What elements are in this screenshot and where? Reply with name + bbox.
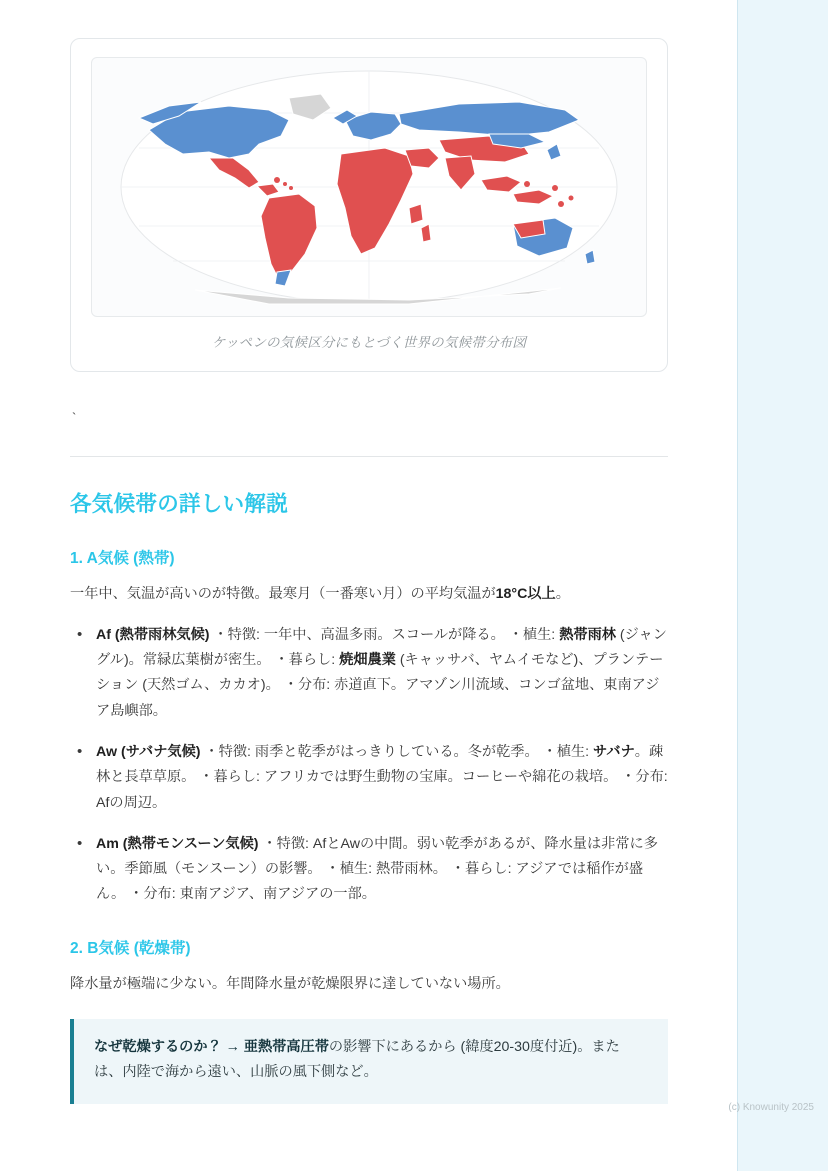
callout-text: の影響下にあるから (緯度20-30度付近)。または、内陸で海から遠い、山脈の風下側など。 [94, 1038, 620, 1081]
item-term: Am (熱帯モンスーン気候) [96, 835, 259, 852]
item-text-2: 。疎林と長草草原。 ・暮らし: アフリカでは野生動物の宝庫。コーヒーや綿花の栽培。 ・分布: Afの周辺。 [96, 743, 668, 811]
callout-question: なぜ乾燥するのか？ → 亜熱帯高圧帯 [94, 1038, 329, 1055]
right-side-rail [728, 0, 828, 1171]
item-term: Aw (サバナ気候) [96, 743, 201, 760]
item-text-1: ・特徴: AfとAwの中間。弱い乾季があるが、降水量は非常に多い。季節風（モンスーン）の影響。 ・植生: 熱帯雨林。 ・暮らし: アジアでは稲作が盛ん。 ・分布: 東南アジア、南アジアの一部。 [96, 835, 658, 903]
stray-backtick: ` [72, 410, 77, 425]
heading-climate-a: 1. A気候 (熱帯) [70, 550, 175, 567]
page-title: 各気候帯の詳しい解説 [70, 492, 289, 516]
list-item [94, 832, 668, 908]
list-item [94, 623, 668, 724]
item-emph-3: 焼畑農業 [339, 652, 396, 669]
world-climate-map [91, 57, 647, 317]
item-term: Af (熱帯雨林気候) [96, 626, 210, 643]
heading-climate-b: 2. B気候 (乾燥帯) [70, 939, 191, 957]
item-emph-2: サバナ [593, 743, 635, 760]
item-text-1: ・特徴: 雨季と乾季がはっきりしている。冬が乾季。 ・植生: [200, 743, 594, 760]
climate-a-list [70, 623, 668, 908]
world-map-svg [92, 58, 646, 316]
intro-text-part1: 一年中、気温が高いのが特徴。最寒月（一番寒い月）の平均気温が [70, 586, 496, 602]
item-text-3: (キャッサバ、ヤムイモなど)、プランテーション (天然ゴム、カカオ)。 ・分布: 赤道直下。アマゾン川流域、コンゴ盆地、東南アジア島嶼部。 [96, 652, 664, 719]
item-text-1: ・特徴: 一年中、高温多雨。スコールが降る。 ・植生: [209, 626, 560, 643]
intro-text-part3: 。 [555, 586, 570, 602]
list-item [94, 740, 668, 816]
watermark-text: (c) Knowunity 2025 [728, 1102, 814, 1113]
figure-caption: ケッペンの気候区分にもとづく世界の気候帯分布図 [211, 335, 527, 350]
item-emph-2: 熱帯雨林 [559, 626, 616, 643]
paragraph-climate-b-intro: 降水量が極端に少ない。年間降水量が乾燥限界に達していない場所。 [70, 975, 510, 992]
callout-box [70, 1019, 668, 1104]
item-text-2: (ジャングル)。常緑広葉樹が密生。 ・暮らし: [96, 626, 667, 669]
figure-card [70, 38, 668, 372]
intro-text-bold: 18°C以上 [495, 586, 556, 602]
section-divider [70, 456, 668, 457]
paragraph-climate-a-intro [70, 582, 668, 607]
